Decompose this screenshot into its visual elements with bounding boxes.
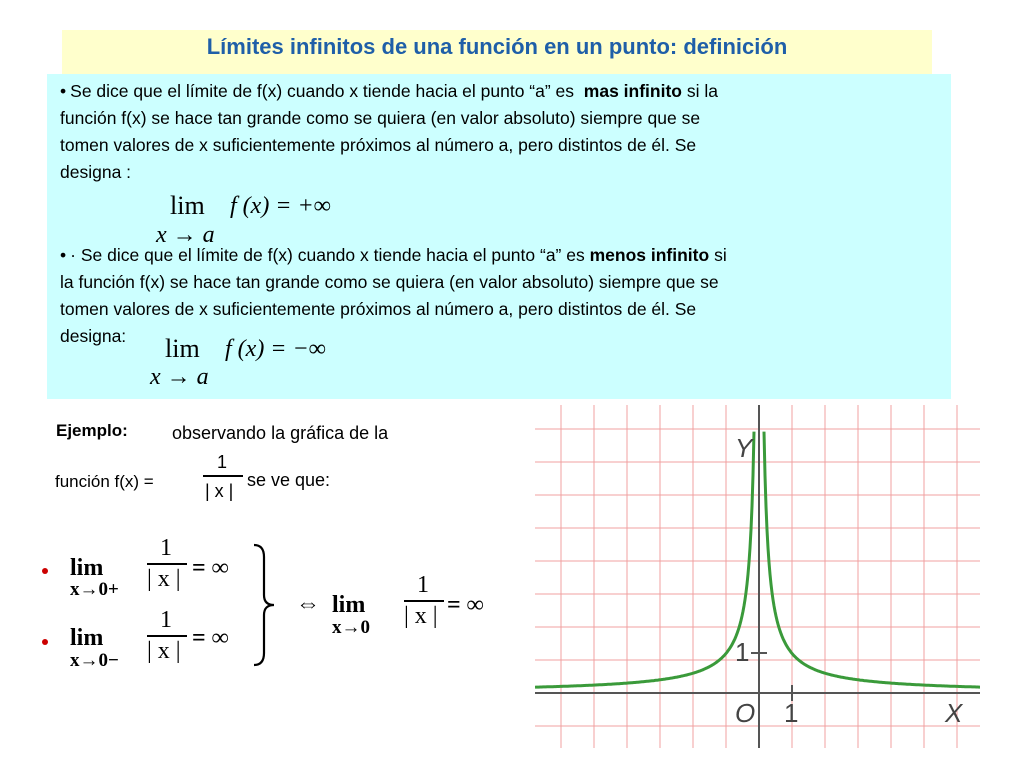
p1-bold: mas infinito	[583, 81, 682, 101]
iff-symbol: ⇔	[296, 591, 320, 617]
lim3-sub: x→0	[332, 617, 370, 638]
example-text1: observando la gráfica de la	[172, 423, 389, 443]
formula1-lim: lim	[170, 191, 205, 220]
p1-tail: si la	[686, 81, 718, 101]
lim2-frac-line	[147, 635, 187, 637]
slide-title: Límites infinitos de una función en un punto: definición	[206, 34, 788, 59]
bullet-icon	[42, 639, 48, 645]
p1-line3: tomen valores de x suficientemente próximos al número a, pero distintos de él. Se	[60, 135, 697, 155]
formula2-lim: lim	[165, 334, 200, 363]
bullet-icon	[60, 81, 70, 101]
graph-grid	[535, 405, 980, 748]
lim2-num: 1	[160, 607, 172, 633]
curve-left-branch	[535, 432, 754, 688]
lim2-result: = ∞	[192, 625, 229, 651]
p2-lead: · Se dice que el límite de f(x) cuando x tiende hacia el punto “a” es	[70, 245, 585, 265]
example-frac-line	[203, 475, 243, 477]
formula2-expr: f (x) = −∞	[225, 336, 326, 362]
lim3-word: lim	[332, 592, 366, 618]
p2-tail: si	[714, 245, 727, 265]
formula1-sub: x → a	[156, 222, 215, 248]
p2-line2: la función f(x) se hace tan grande como se quiera (en valor absoluto) siempre que se	[60, 272, 719, 292]
lim3-num: 1	[417, 572, 429, 598]
lim1-den: | x |	[147, 566, 181, 592]
formula2-sub: x → a	[150, 364, 209, 390]
p2-bold: menos infinito	[589, 245, 710, 265]
p2-line4: designa:	[60, 326, 127, 346]
example-text3: se ve que:	[247, 470, 331, 490]
bullet-icon	[42, 568, 48, 574]
formula1-expr: f (x) = +∞	[230, 193, 331, 219]
lim1-word: lim	[70, 555, 104, 581]
lim2-den: | x |	[147, 638, 181, 664]
y-tick-label: 1	[735, 637, 750, 667]
lim3-result: = ∞	[447, 592, 484, 618]
example-frac-den: | x |	[205, 481, 234, 501]
right-brace-icon	[250, 543, 280, 668]
example-text2: función f(x) =	[55, 472, 154, 491]
lim1-result: = ∞	[192, 555, 229, 581]
p1-lead: Se dice que el límite de f(x) cuando x tiende hacia el punto “a” es	[70, 81, 575, 101]
lim1-num: 1	[160, 535, 172, 561]
origin-label: O	[735, 698, 756, 728]
bullet-icon	[60, 245, 70, 265]
p1-line2: función f(x) se hace tan grande como se quiera (en valor absoluto) siempre que se	[60, 108, 701, 128]
lim1-sub: x→0+	[70, 579, 119, 600]
lim2-sub: x→0−	[70, 650, 119, 671]
function-graph	[535, 405, 980, 748]
example-frac-num: 1	[217, 452, 228, 472]
lim1-frac-line	[147, 563, 187, 565]
lim3-frac-line	[404, 600, 444, 602]
lim3-den: | x |	[404, 603, 438, 629]
y-axis-label: Y	[735, 433, 753, 463]
p1-line4: designa :	[60, 162, 132, 182]
definition-paragraph-1	[60, 78, 940, 186]
p2-line3: tomen valores de x suficientemente próximos al número a, pero distintos de él. Se	[60, 299, 697, 319]
example-label: Ejemplo:	[56, 421, 128, 440]
lim2-word: lim	[70, 625, 104, 651]
x-tick-label: 1	[784, 698, 799, 728]
x-axis-label: X	[945, 698, 963, 728]
curve-right-branch	[764, 432, 980, 687]
